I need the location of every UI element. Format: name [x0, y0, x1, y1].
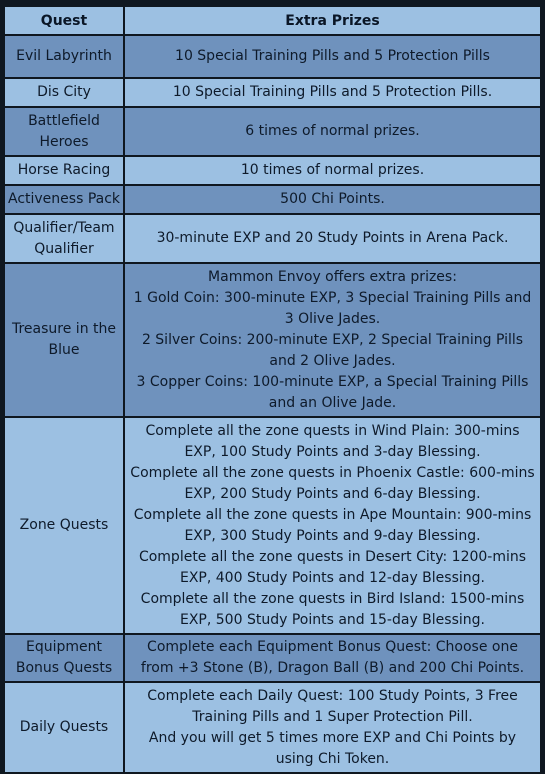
- prize-cell: [125, 264, 540, 416]
- prize-cell: [125, 683, 540, 772]
- prize-line: 1 Gold Coin: 300-minute EXP, 3 Special Training Pills and 3 Olive Jades.: [133, 289, 532, 327]
- prize-line: Complete all the zone quests in Ape Mountain: 900-mins EXP, 300 Study Points and 9-day Blessing.: [133, 506, 532, 544]
- table-row: [5, 186, 540, 213]
- prize-line: 30-minute EXP and 20 Study Points in Arena Pack.: [156, 230, 509, 246]
- table-header-row: [5, 7, 540, 34]
- prize-line: 10 Special Training Pills and 5 Protection Pills.: [172, 84, 493, 100]
- quest-name: Evil Labyrinth: [5, 36, 123, 77]
- prize-line: 2 Silver Coins: 200-minute EXP, 2 Special Training Pills and 2 Olive Jades.: [141, 331, 524, 369]
- prize-line: Complete all the zone quests in Wind Plain: 300-mins EXP, 100 Study Points and 3-day Blessing.: [145, 422, 520, 460]
- quest-name: Battlefield Heroes: [5, 108, 123, 155]
- prize-line: Complete each Daily Quest: 100 Study Points, 3 Free Training Pills and 1 Super Protection Pill.: [147, 687, 518, 725]
- table-row: [5, 108, 540, 155]
- prize-line: 500 Chi Points.: [280, 191, 385, 207]
- table-row: [5, 157, 540, 184]
- quest-name: Equipment Bonus Quests: [5, 635, 123, 681]
- quest-name: Treasure in the Blue: [5, 264, 123, 416]
- table-row: [5, 683, 540, 772]
- prize-line: 10 times of normal prizes.: [240, 162, 425, 178]
- prize-cell: [125, 186, 540, 213]
- prize-cell: [125, 215, 540, 262]
- prize-line: 6 times of normal prizes.: [245, 123, 420, 139]
- prize-line: 3 Copper Coins: 100-minute EXP, a Special Training Pills and an Olive Jade.: [136, 373, 529, 411]
- table-row: [5, 418, 540, 633]
- quest-name: Activeness Pack: [5, 186, 123, 213]
- prize-cell: [125, 418, 540, 633]
- quest-name: Daily Quests: [5, 683, 123, 772]
- prize-line: Complete all the zone quests in Desert City: 1200-mins EXP, 400 Study Points and 12-day Blessing.: [138, 548, 527, 586]
- header-quest: Quest: [5, 7, 123, 34]
- table-row: [5, 79, 540, 106]
- quest-name: Zone Quests: [5, 418, 123, 633]
- prize-cell: [125, 157, 540, 184]
- prize-line: Complete each Equipment Bonus Quest: Choose one from +3 Stone (B), Dragon Ball (B) and 200 Chi Points.: [140, 639, 525, 676]
- table-row: [5, 36, 540, 77]
- prize-cell: [125, 635, 540, 681]
- prize-cell: [125, 36, 540, 77]
- table-row: [5, 635, 540, 681]
- quest-name: Dis City: [5, 79, 123, 106]
- extra-prizes-table: [3, 5, 542, 774]
- quest-name: Qualifier/Team Qualifier: [5, 215, 123, 262]
- table-row: [5, 215, 540, 262]
- prize-line: 10 Special Training Pills and 5 Protection Pills: [175, 48, 490, 64]
- quest-name: Horse Racing: [5, 157, 123, 184]
- table-row: [5, 264, 540, 416]
- prize-cell: [125, 79, 540, 106]
- prize-cell: [125, 108, 540, 155]
- prize-line: Mammon Envoy offers extra prizes:: [208, 268, 457, 285]
- prize-line: Complete all the zone quests in Bird Island: 1500-mins EXP, 500 Study Points and 15-day Blessing.: [140, 590, 525, 628]
- header-extra-prizes: Extra Prizes: [125, 7, 540, 34]
- prize-line: Complete all the zone quests in Phoenix Castle: 600-mins EXP, 200 Study Points and 6-day Blessing.: [130, 464, 535, 502]
- prize-line: And you will get 5 times more EXP and Chi Points by using Chi Token.: [148, 729, 517, 767]
